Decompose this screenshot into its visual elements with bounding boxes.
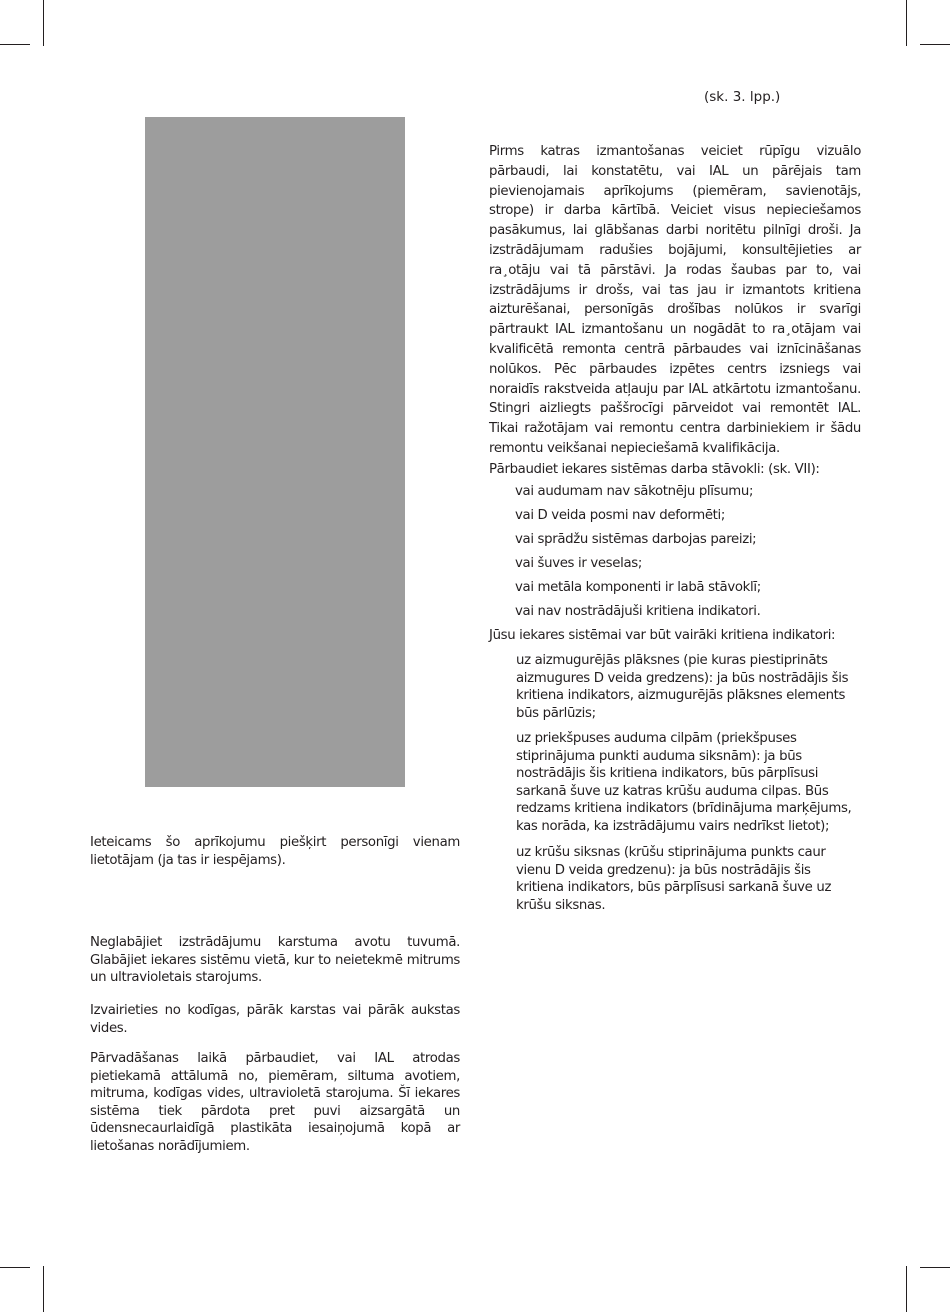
list-item: vai sprādžu sistēmas darbojas pareizi; <box>515 532 757 547</box>
list-item: uz krūšu siksnas (krūšu stiprinājuma punkts caur vienu D veida gredzenu): ja būs nostrādājis šis kritiena indikators, būs pārplīsusi sarkanā šuve uz krūšu siksnas. <box>516 845 832 913</box>
list-item: vai nav nostrādājuši kritiena indikatori. <box>515 604 761 619</box>
crop-mark <box>0 1267 30 1268</box>
inspection-paragraph: Pirms katras izmantošanas veiciet rūpīgu vizuālo pārbaudi, lai konstatētu, vai IAL un pārējais tam pievienojamais aprīkojums (piemēram, savienotājs, strope) ir darba kārtībā. Veiciet visus nepieciešamos pasākumus, lai glābšanas darbi noritētu pilnīgi droši. Ja izstrādājumam radušies bojājumi, konsultējieties ar ra¸otāju vai tā pārstāvi. Ja rodas šaubas par to, vai izstrādājums ir drošs, vai tas jau ir izmantots kritiena aizturēšanai, personīgās drošības nolūkos ir svarīgi pārtraukt IAL izmantošanu un nogādāt to ra¸otājam vai kvalificētā remonta centrā pārbaudes vai iznīcināšanas nolūkos. Pēc pārbaudes izpētes centrs izsniegs vai noraidīs rakstveida atļauju par IAL atkārtotu izmantošanu. Stingri aizliegts paššrocīgi pārveidot vai remontēt IAL. Tikai ražotājam vai remontu centra darbiniekiem ir šādu remontu veikšanai nepieciešamā kvalifikācija. <box>489 144 861 456</box>
crop-mark <box>920 1267 950 1268</box>
storage-paragraph: Izvairieties no kodīgas, pārāk karstas vai pārāk aukstas vides. <box>90 1003 460 1036</box>
check-intro: Pārbaudiet iekares sistēmas darba stāvokli: (sk. VII): <box>489 462 820 477</box>
personal-use-paragraph: Ieteicams šo aprīkojumu piešķirt personīgi vienam lietotājam (ja tas ir iespējams). <box>90 835 460 868</box>
list-item: vai šuves ir veselas; <box>515 556 642 571</box>
list-item: vai D veida posmi nav deformēti; <box>515 508 726 523</box>
list-item: vai audumam nav sākotnēju plīsumu; <box>515 484 754 499</box>
indicator-intro: Jūsu iekares sistēmai var būt vairāki kritiena indikatori: <box>489 628 836 643</box>
list-item: uz aizmugurējās plāksnes (pie kuras piestiprināts aizmugures D veida gredzens): ja būs nostrādājis šis kritiena indikators, aizmugurējās plāksnes elements būs pārlūzis; <box>516 653 849 721</box>
list-item: uz priekšpuses auduma cilpām (priekšpuses stiprinājuma punkti auduma siksnām): ja būs nostrādājis šis kritiena indikators, būs pārplīsusi sarkanā šuve uz katras krūšu auduma cilpas. Būs redzams kritiena indikators (brīdinājuma marķējums, kas norāda, ka izstrādājumu vairs nedrīkst lietot); <box>516 731 852 834</box>
page-reference: (sk. 3. lpp.) <box>704 89 781 105</box>
crop-mark <box>43 1266 44 1312</box>
crop-mark <box>906 0 907 46</box>
image-placeholder <box>145 117 405 787</box>
crop-mark <box>0 44 30 45</box>
storage-paragraph: Pārvadāšanas laikā pārbaudiet, vai IAL atrodas pietiekamā attālumā no, piemēram, siltuma avotiem, mitruma, kodīgas vides, ultravioletā starojuma. Šī iekares sistēma tiek pārdota pret puvi aizsargātā un ūdensnecaurlaidīgā plastikāta iesaiņojumā kopā ar lietošanas norādījumiem. <box>90 1051 460 1154</box>
storage-paragraph: Neglabājiet izstrādājumu karstuma avotu tuvumā. Glabājiet iekares sistēmu vietā, kur to neietekmē mitrums un ultravioletais starojums. <box>90 935 460 985</box>
list-item: vai metāla komponenti ir labā stāvoklī; <box>515 580 761 595</box>
crop-mark <box>920 44 950 45</box>
crop-mark <box>43 0 44 46</box>
crop-mark <box>906 1266 907 1312</box>
